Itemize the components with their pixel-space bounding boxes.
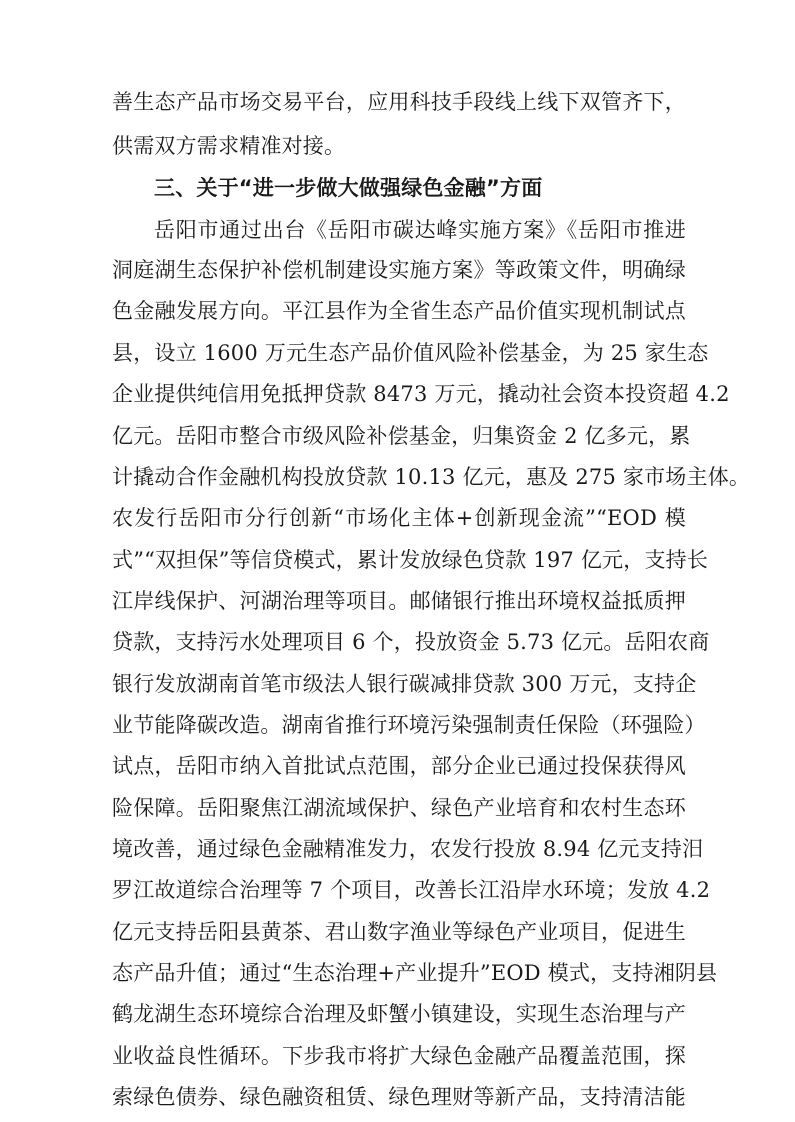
text-line: 亿元支持岳阳县黄茶、君山数字渔业等绿色产业项目，促进生 xyxy=(112,920,686,944)
text-line: 索绿色债券、绿色融资租赁、绿色理财等新产品，支持清洁能 xyxy=(112,1085,686,1109)
text-line: 色金融发展方向。平江县作为全省生态产品价值实现机制试点 xyxy=(112,299,686,323)
text-line: 试点，岳阳市纳入首批试点范围，部分企业已通过投保获得风 xyxy=(112,754,686,778)
text-line: 鹤龙湖生态环境综合治理及虾蟹小镇建设，实现生态治理与产 xyxy=(112,1002,686,1026)
section-heading: 三、关于“进一步做大做强绿色金融”方面 xyxy=(154,176,543,200)
text-line: 境改善，通过绿色金融精准发力，农发行投放 8.94 亿元支持汨 xyxy=(112,837,704,861)
text-line: 态产品升值；通过“生态治理+产业提升”EOD 模式，支持湘阴县 xyxy=(112,961,718,985)
text-line: 善生态产品市场交易平台，应用科技手段线上线下双管齐下， xyxy=(112,90,686,114)
text-line: 银行发放湖南首笔市级法人银行碳减排贷款 300 万元，支持企 xyxy=(112,672,697,696)
text-line: 罗江故道综合治理等 7 个项目，改善长江沿岸水环境；发放 4.2 xyxy=(112,878,711,902)
text-line: 洞庭湖生态保护补偿机制建设实施方案》等政策文件，明确绿 xyxy=(112,258,686,282)
text-line: 亿元。岳阳市整合市级风险补偿基金，归集资金 2 亿多元，累 xyxy=(112,424,691,448)
text-line: 供需双方需求精准对接。 xyxy=(112,134,346,158)
text-line: 业收益良性循环。下步我市将扩大绿色金融产品覆盖范围，探 xyxy=(112,1044,686,1068)
text-line: 贷款，支持污水处理项目 6 个，投放资金 5.73 亿元。岳阳农商 xyxy=(112,630,710,654)
text-line: 企业提供纯信用免抵押贷款 8473 万元，撬动社会资本投资超 4.2 xyxy=(112,382,730,406)
text-line: 式”“双担保”等信贷模式，累计发放绿色贷款 197 亿元，支持长 xyxy=(112,548,709,572)
text-line: 险保障。岳阳聚焦江湖流域保护、绿色产业培育和农村生态环 xyxy=(112,796,686,820)
paragraph-first-line: 岳阳市通过出台《岳阳市碳达峰实施方案》《岳阳市推进 xyxy=(154,218,686,242)
text-line: 农发行岳阳市分行创新“市场化主体+创新现金流”“EOD 模 xyxy=(112,506,686,530)
text-line: 计撬动合作金融机构投放贷款 10.13 亿元，惠及 275 家市场主体。 xyxy=(112,465,751,489)
text-line: 业节能降碳改造。湖南省推行环境污染强制责任保险（环强险） xyxy=(112,713,706,737)
text-line: 县，设立 1600 万元生态产品价值风险补偿基金，为 25 家生态 xyxy=(112,341,709,365)
text-line: 江岸线保护、河湖治理等项目。邮储银行推出环境权益抵质押 xyxy=(112,589,686,613)
